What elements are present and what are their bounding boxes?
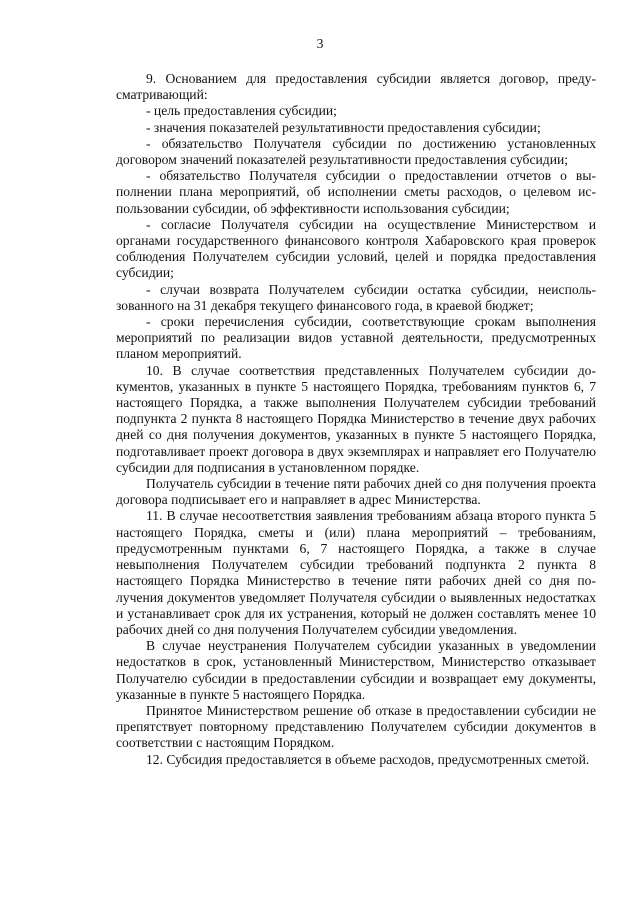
paragraph-12: 12. Субсидия предоставляется в объеме расходов, предусмотренных сметой. (146, 751, 590, 767)
paragraph-10-signing: Получатель субсидии в течение пяти рабочих дней со дня получения проекта договора подписывает его и направляет в адрес Министерства. (116, 476, 596, 508)
list-item-transfer-terms: - сроки перечисления субсидии, соответствующие срокам выполнения мероприятий по реализации видов уставной деятельности, предусмотренных планом мероприятий. (116, 314, 596, 362)
list-item-obligation-indicators: - обязательство Получателя субсидии по достижению установленных договором значений показателей результативности предоставления субсидии; (116, 135, 596, 168)
paragraph-11: 11. В случае несоответствия заявления требованиям абзаца второго пункта 5 настоящего Порядка, сметы и (или) плана мероприятий – требованиям, предусмотренным пунктами 6, 7 настоящего Порядка, а также в случае невыполнения Получателем субсидии требований подпункта 2 пункта 8 настоящего Порядка Министерство в течение пяти рабочих дней со дня получения документов уведомляет Получателя субсидии о выявленных недостатках и устанавливает срок для их устранения, который не должен составлять менее 10 рабочих дней со дня получения Получателем субсидии уведомления. (116, 508, 596, 637)
paragraph-9-intro: 9. Основанием для предоставления субсидии является договор, предусматривающий: (116, 71, 596, 103)
list-item-goal: - цель предоставления субсидии; (146, 103, 337, 119)
paragraph-11-resubmission: Принятое Министерством решение об отказе в предоставлении субсидии не препятствует повторному представлению Получателем субсидии документов в соответствии с настоящим Порядком. (116, 702, 596, 751)
list-item-obligation-reports: - обязательство Получателя субсидии о предоставлении отчетов о выполнении плана мероприятий, об исполнении сметы расходов, о целевом использовании субсидии, об эффективности использования субсидии; (116, 168, 596, 216)
page-number: 3 (316, 36, 324, 51)
list-item-indicators: - значения показателей результативности предоставления субсидии; (146, 119, 541, 135)
list-item-consent-inspections: - согласие Получателя субсидии на осуществление Министерством и органами государственного финансового контроля Хабаровского края проверок соблюдения Получателем субсидии условий, целей и порядка предоставления субсидии; (116, 216, 596, 281)
list-item-return-cases: - случаи возврата Получателем субсидии остатка субсидии, неиспользованного на 31 декабря текущего финансового года, в краевой бюджет; (116, 281, 596, 313)
paragraph-10: 10. В случае соответствия представленных Получателем субсидии документов, указанных в пункте 5 настоящего Порядка, требованиям пунктов 6, 7 настоящего Порядка, а также выполнения Получателем субсидии требований подпункта 2 пункта 8 настоящего Порядка Министерство в течение двух рабочих дней со дня получения документов, указанных в пункте 5 настоящего Порядка, подготавливает проект договора в двух экземплярах и направляет его Получателю субсидии для подписания в установленном порядке. (116, 362, 596, 475)
paragraph-11-refusal: В случае неустранения Получателем субсидии указанных в уведомлении недостатков в срок, установленный Министерством, Министерство отказывает Получателю субсидии в предоставлении субсидии и возвращает ему документы, указанные в пункте 5 настоящего Порядка. (116, 638, 596, 702)
document-body (116, 71, 596, 768)
